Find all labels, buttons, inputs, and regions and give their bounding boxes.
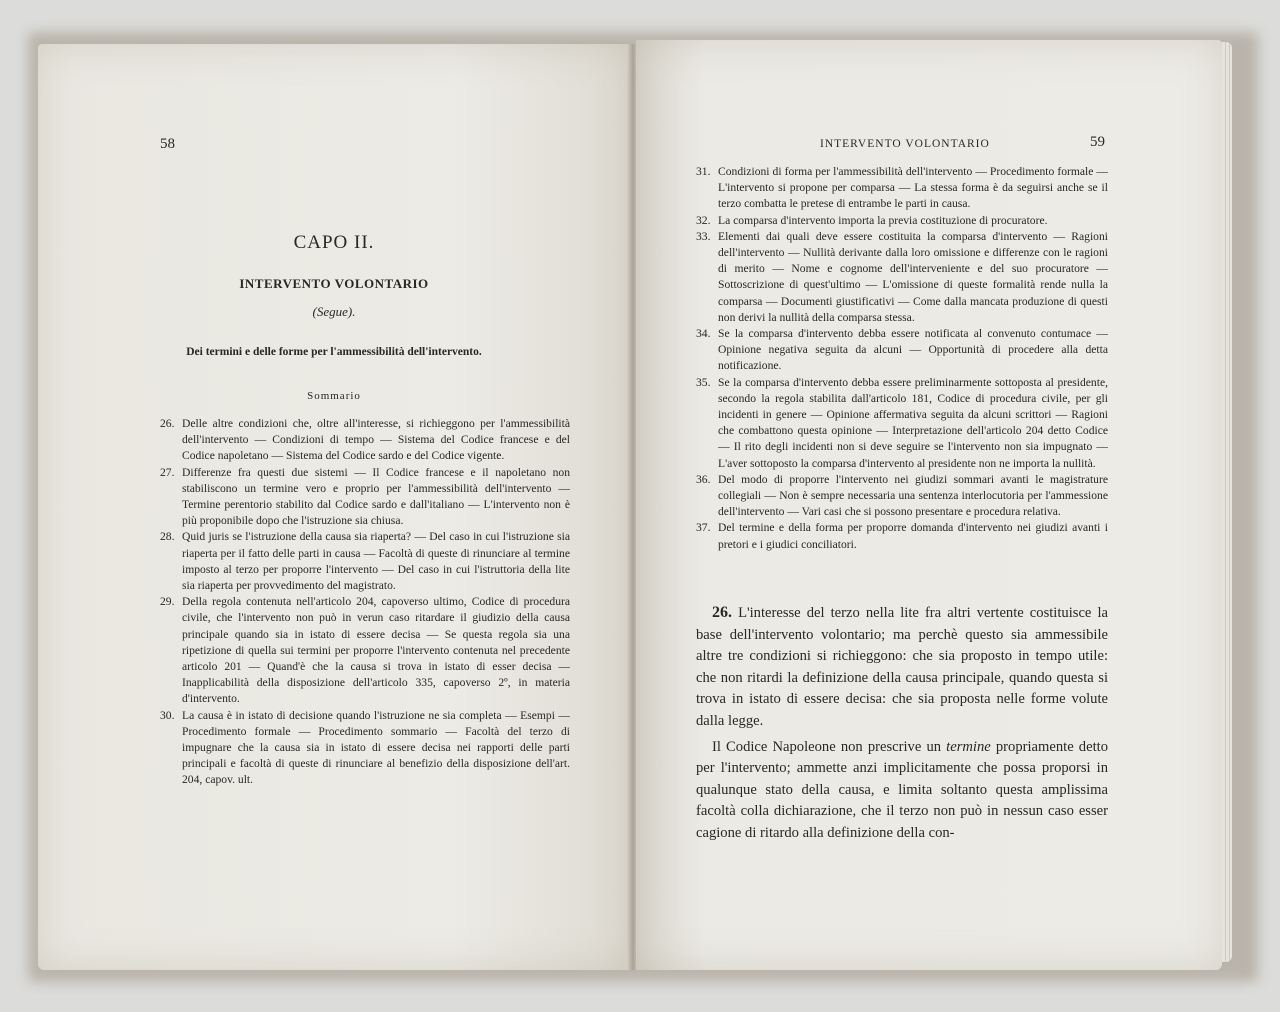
body-text [696, 602, 1108, 845]
summary-list-continued [696, 164, 1108, 553]
summary-item-number: 34. [696, 327, 711, 341]
summary-item-text: La causa è in istato di decisione quando l'istruzione ne sia completa — Esempi — Procedimento formale — Procedimento sommario — Facoltà del terzo di impugnare che la causa sia in istato di essere decisa nei rapporti delle parti principali e facoltà di queste di rinunciare al benefizio della disposizione dell'art. 204, capov. ult. [182, 708, 570, 787]
chapter-subtitle: Dei termini e delle forme per l'ammessibilità dell'intervento. [186, 346, 482, 358]
right-page [636, 40, 1222, 970]
summary-item-text: Differenze fra questi due sistemi — Il Codice francese e il napoletano non stabiliscono un termine vero e proprio per l'ammessibilità dell'intervento — Termine perentorio stabilito dal Codice sardo e dall'italiano — L'intervento non è più proponibile dopo che l'istruzione sia chiusa. [182, 465, 570, 528]
summary-item-text: La comparsa d'intervento importa la previa costituzione di procuratore. [718, 213, 1048, 227]
chapter-title: INTERVENTO VOLONTARIO [239, 276, 429, 291]
summary-list [160, 416, 570, 789]
summary-item [696, 229, 1108, 326]
paragraph-26 [696, 602, 1108, 733]
summary-item-text: Se la comparsa d'intervento debba essere notificata al convenuto contumace — Opinione negativa seguita da alcuni — Opportunità di procedere alla detta notificazione. [718, 327, 1108, 373]
summary-item [696, 472, 1108, 521]
summary-item-text: Elementi dai quali deve essere costituita la comparsa d'intervento — Ragioni dell'intervento — Nullità derivante dalla loro omissione e differenze con le ragioni di merito — Nome e cognome dell'interveniente e del suo procuratore — Sottoscrizione di quest'ultimo — L'omissione di queste formalità rende nulla la comparsa — Documenti giustificativi — Come dalla mancata produzione di questi non derivi la nullità della comparsa stessa. [718, 229, 1108, 324]
summary-item-text: Del termine e della forma per proporre domanda d'intervento nei giudizi avanti i pretori e i giudici conciliatori. [718, 521, 1108, 551]
summary-item-text: Del modo di proporre l'intervento nei giudizi sommari avanti le magistrature collegiali — Non è sempre necessaria una sentenza interlocutoria per l'ammessione dell'intervento — Vari casi che si possono presentare e procedura relativa. [718, 472, 1108, 519]
summary-item-text: Quid juris se l'istruzione della causa sia riaperta? — Del caso in cui l'istruzione sia riaperta per il fatto delle parti in causa — Facoltà di queste di rinunciare al termine imposto al terzo per proporre l'intervento — Del caso in cui l'istruttoria della lite sia riaperta per provvedimento del magistrato. [182, 530, 570, 593]
summary-item-number: 28. [160, 530, 175, 544]
summary-item-number: 27. [160, 465, 175, 479]
summary-item-text: Delle altre condizioni che, oltre all'interesse, si richieggono per l'ammessibilità dell'intervento — Condizioni di tempo — Sistema del Codice francese e del Codice napoletano — Sistema del Codice sardo e del Codice vigente. [182, 417, 570, 463]
summary-item-number: 37. [696, 521, 711, 535]
summary-item-number: 33. [696, 229, 711, 243]
paragraph-2-text-b: propriamente detto per l'intervento; ammette anzi implicitamente che possa proporsi in qualunque stato della causa, e limita soltanto questa amplissima facoltà colla dichiarazione, che il terzo non può in nessun caso esser cagione di ritardo alla definizione della con- [696, 738, 1108, 841]
segue-label: (Segue). [312, 304, 356, 319]
left-page-number: 58 [160, 136, 175, 152]
left-page [38, 44, 630, 970]
summary-item-number: 35. [696, 375, 711, 389]
paragraph-2 [696, 737, 1108, 845]
paragraph-26-text: L'interesse del terzo nella lite fra altri vertente costituisce la base dell'intervento volontario; ma perchè questo sia ammessibile altre tre condizioni si richieggono: che sia proposto in tempo utile: che non ritardi la definizione della causa principale, quando questa si trova in istato di essere decisa: che sia proposta nelle forme volute dalla legge. [696, 605, 1108, 729]
chapter-heading: CAPO II. [293, 232, 375, 253]
paragraph-2-text-a: Il Codice Napoleone non prescrive un [712, 738, 947, 755]
summary-item [696, 326, 1108, 375]
summary-item [696, 375, 1108, 472]
paragraph-2-emphasis: termine [946, 738, 991, 755]
right-page-number: 59 [1090, 134, 1105, 150]
summary-item-text: Condizioni di forma per l'ammessibilità dell'intervento — Procedimento formale — L'intervento si propone per comparsa — La stessa forma è da seguirsi anche se il terzo combatta le pretese di entrambe le parti in causa. [718, 165, 1108, 211]
summary-heading: Sommario [307, 390, 361, 402]
summary-item-number: 36. [696, 472, 711, 486]
paragraph-number: 26. [712, 604, 732, 621]
summary-item [696, 164, 1108, 213]
summary-item-number: 32. [696, 213, 711, 227]
summary-item-text: Della regola contenuta nell'articolo 204, capoverso ultimo, Codice di procedura civile, che l'intervento non può in verun caso ritardare il giudizio della causa principale quando sia in istato di essere decisa — Se questa regola sia una ripetizione di quella sui termini per proporre l'intervento contenuta nel precedente articolo 201 — Quand'è che la causa si trova in istato di esser decisa — Inapplicabilità della disposizione dell'articolo 335, capoverso 2º, in materia d'intervento. [182, 595, 570, 706]
summary-item [160, 529, 570, 594]
summary-item [160, 416, 570, 465]
summary-item [160, 465, 570, 530]
summary-item-number: 31. [696, 165, 711, 178]
summary-item-number: 30. [160, 708, 175, 722]
summary-item-number: 29. [160, 595, 175, 609]
summary-item [696, 213, 1108, 229]
summary-item [696, 520, 1108, 552]
running-head: INTERVENTO VOLONTARIO [820, 138, 990, 150]
summary-item-number: 26. [160, 417, 175, 430]
summary-item [160, 708, 570, 789]
summary-item-text: Se la comparsa d'intervento debba essere preliminarmente sottoposta al presidente, secondo la regola stabilita dall'articolo 181, Codice di procedura civile, per gli incidenti in genere — Opinione affermativa seguita da alcuni scrittori — Ragioni che combattono questa opinione — Interpretazione dell'articolo 204 detto Codice — Il rito degli incidenti non si deve seguire se l'intervento non sia impugnato — L'aver sottoposto la comparsa d'intervento al presidente non ne importa la nullità. [718, 375, 1108, 470]
summary-item [160, 594, 570, 707]
